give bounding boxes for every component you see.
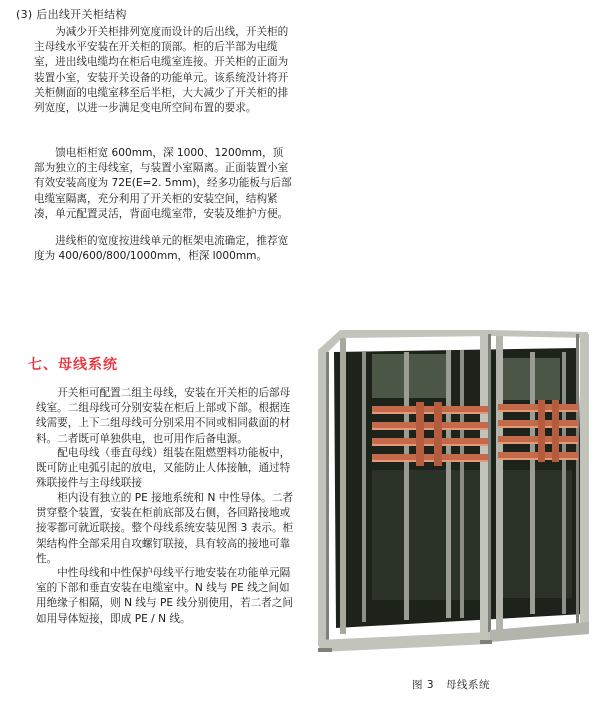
post-middle-shadow [488,334,491,634]
member-2 [404,352,409,620]
figure-caption-number: 图 3 [412,679,435,691]
member-6 [562,352,566,614]
foot-middle [480,640,492,644]
lower-panel-right [502,470,572,598]
paragraph-incoming-cabinet: 进线柜的宽度按进线单元的框架电流确定，推荐宽度为 400/600/800/1000mm，柜深 l000mm。 [34,235,289,263]
busbar-system-figure [312,322,594,668]
paragraph-vertical-busbar: 配电母线（垂直母线）组装在阻燃塑料功能板中，既可防止电弧引起的放电，又能防止人体接触，通过特殊联接件与主母线联接 [36,447,291,490]
member-5 [530,352,535,614]
bottom-frame-left [318,632,490,652]
lower-panel-left [372,470,482,600]
cabinet-illustration [312,322,594,668]
sub-heading: (3) 后出线开关柜结构 [16,8,127,21]
member-3 [446,350,451,618]
post-left-shadow [326,352,329,646]
member-1 [362,352,366,622]
member-4 [460,350,464,618]
top-frame-right [490,330,588,338]
paragraph-rear-outlet-structure: 为减少开关柜排列宽度而设计的后出线，开关柜的主母线水平安装在开关柜的顶部。柜的后半部为电缆室，进出线电缆均在柜后电缆室连接。开关柜的正面为装置小室，安装开关设备的功能单元。该系统没计将开关柜侧面的电缆室移至后半柜，大大减少了开关柜的排列宽度，以进一步满足变电所空间布置的要求。 [34,26,289,115]
post-right-inner [496,336,503,632]
foot-left [318,648,332,652]
paragraph-neutral-busbar: 中性母线和中性保护母线平行地安装在功能单元隔室的下部和垂直安装在电缆室中。N 线与 PE 线之间如用绝缘子相隔，则 N 线与 PE 线分别使用，若二者之间如用导体短接，即成 PE / N 线。 [36,567,293,625]
post-middle [480,334,489,634]
post-right [580,334,589,626]
paragraph-main-busbar: 开关柜可配置二组主母线，安装在开关柜的后部母线室。二组母线可分别安装在柜后上部或下部。根据连线需要，上下二组母线可分别采用不同或相同截面的材料。二者既可单独供电，也可用作后备电源。 [36,387,291,445]
post-right-shadow [576,334,579,626]
section-title: 七、母线系统 [28,357,118,373]
post-left-inner [340,338,346,634]
bottom-frame-right [490,622,589,642]
paragraph-feeder-cabinet: 馈电柜柜宽 600mm，深 1000、1200mm，顶部为独立的主母线室，与装置小室隔离。正面装置小室有效安装高度为 72E(E=2. 5mm)，经多功能板与后部电缆室隔离，充分利用了开关柜的安装空间，结构紧凑，单元配置灵活，背面电缆室带，安装及维护方便。 [34,147,292,220]
figure-caption [412,677,502,692]
figure-caption-text: 母线系统 [446,679,491,691]
paragraph-pe-grounding: 柜内设有独立的 PE 接地系统和 N 中性导体。二者贯穿整个装置，安装在柜前底部及右侧，各回路接地或接零都可就近联接。整个母线系统安装见图 3 表示。柜架结构件全部采用自攻螺钉联接，具有较高的接地可靠性。 [36,492,294,565]
